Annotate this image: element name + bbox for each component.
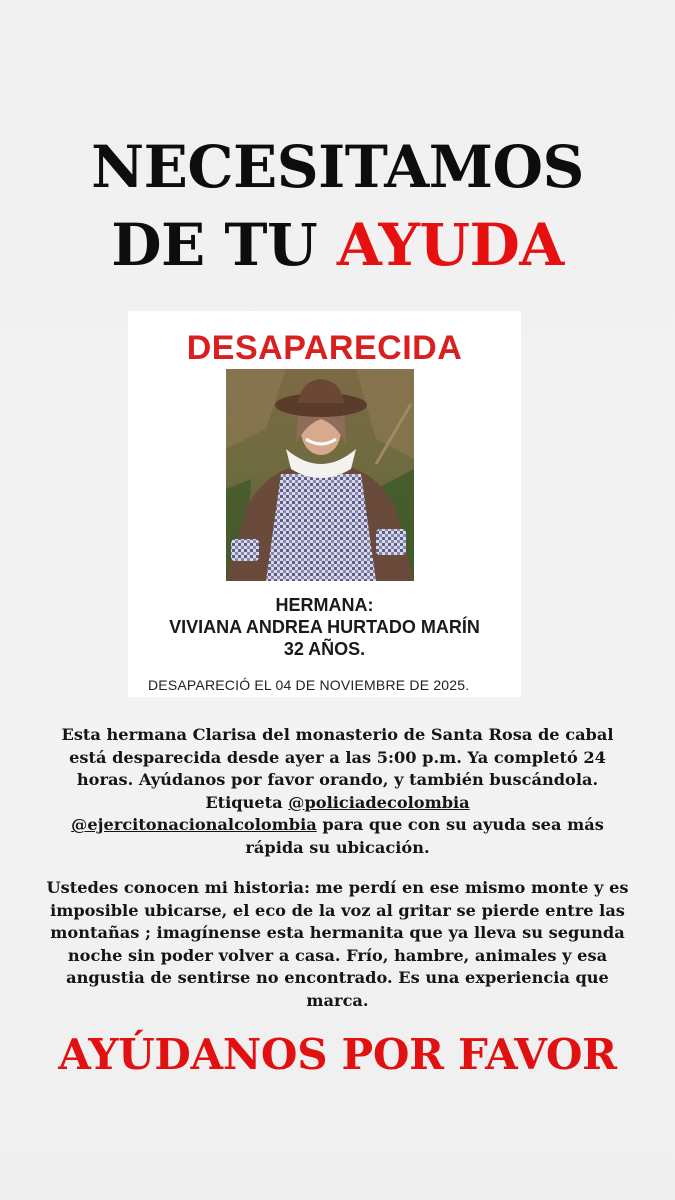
body-paragraph-1 [40, 724, 635, 860]
tag-policia[interactable]: @policiadecolombia [288, 792, 470, 812]
poster-label: HERMANA: [275, 595, 374, 615]
headline [0, 128, 675, 284]
body-paragraph-1-end: para que con su ayuda sea más rápida su ubicación. [245, 815, 604, 857]
headline-highlight: AYUDA [336, 211, 564, 279]
poster-title: DESAPARECIDA [186, 329, 463, 367]
call-to-action: AYÚDANOS POR FAVOR [58, 1030, 617, 1079]
poster-name: VIVIANA ANDREA HURTADO MARÍN [169, 617, 480, 637]
body-paragraph-2: Ustedes conocen mi historia: me perdí en ese mismo monte y es imposible ubicarse, el eco de la voz al gritar se pierde entre las montañas ; imagínense esta hermanita que ya lleva su segunda noche sin poder volver a casa. Frío, hambre, animales y esa angustia de sentirse no encontrado. Es una experiencia que marca. [46, 878, 629, 1010]
headline-line-2 [0, 206, 675, 284]
headline-line-1: NECESITAMOS [91, 133, 584, 201]
body-paragraph-1-text: Esta hermana Clarisa del monasterio de Santa Rosa de cabal está desparecida desde ayer a las 5:00 p.m. Ya completó 24 horas. Ayúdanos por favor orando, y también buscándola. Etiqueta [61, 725, 614, 812]
poster-date: DESAPARECIÓ EL 04 DE NOVIEMBRE DE 2025. [148, 677, 470, 693]
headline-line-2-prefix: DE TU [111, 211, 337, 279]
poster-age: 32 AÑOS. [283, 639, 366, 659]
missing-person-poster[interactable] [128, 311, 521, 697]
missing-person-photo [226, 369, 414, 581]
tag-ejercito[interactable]: @ejercitonacionalcolombia [71, 815, 317, 835]
